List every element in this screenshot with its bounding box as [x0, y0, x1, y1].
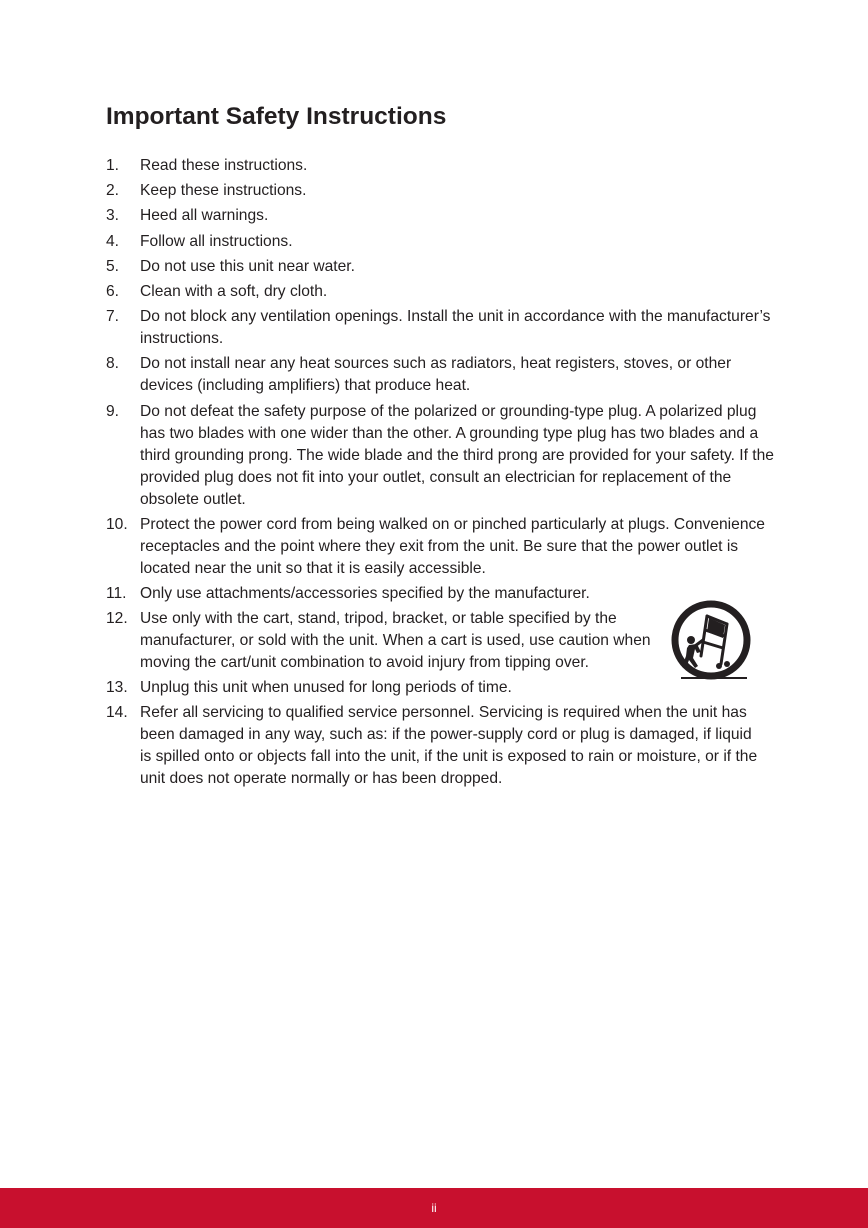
list-item [106, 353, 776, 397]
list-item [106, 155, 776, 177]
item-text: Refer all servicing to qualified service personnel. Servicing is required when the unit has been damaged in any way, such as: if the power-supply cord or plug is damaged, if liquid is spilled onto or objects fall into the unit, if the unit is exposed to rain or moisture, or if the unit does not operate normally or has been dropped. [140, 704, 758, 788]
list-item [106, 702, 776, 790]
page-title: Important Safety Instructions [106, 103, 447, 130]
item-number: 4. [106, 232, 120, 250]
list-item [106, 401, 776, 511]
list-item [106, 256, 776, 278]
item-text: Clean with a soft, dry cloth. [140, 282, 328, 300]
item-number: 2. [106, 182, 120, 200]
item-number: 12. [106, 610, 128, 628]
item-number: 9. [106, 402, 120, 420]
item-text: Protect the power cord from being walked on or pinched particularly at plugs. Convenience receptacles and the point where they exit from the unit. Be sure that the power outlet is located near the unit so that it is easily accessible. [140, 515, 765, 577]
item-text: Heed all warnings. [140, 207, 269, 225]
item-text: Do not install near any heat sources such as radiators, heat registers, stoves, or other devices (including amplifiers) that produce heat. [140, 355, 732, 395]
instruction-list [106, 155, 776, 794]
item-number: 7. [106, 308, 120, 326]
item-text: Do not defeat the safety purpose of the polarized or grounding-type plug. A polarized plug has two blades with one wider than the other. A grounding type plug has two blades and a third grounding prong. The wide blade and the third prong are provided for your safety. If the provided plug does not fit into your outlet, consult an electrician for replacement of the obsolete outlet. [140, 402, 774, 508]
item-number: 6. [106, 282, 120, 300]
item-number: 13. [106, 679, 128, 697]
list-item [106, 205, 776, 227]
item-text: Follow all instructions. [140, 232, 293, 250]
item-text: Only use attachments/accessories specified by the manufacturer. [140, 584, 590, 602]
item-text: Unplug this unit when unused for long periods of time. [140, 679, 512, 697]
item-text: Do not block any ventilation openings. Install the unit in accordance with the manufacturer’s instructions. [140, 308, 771, 348]
list-item [106, 281, 776, 303]
item-text: Read these instructions. [140, 157, 308, 174]
item-number: 1. [106, 157, 120, 174]
item-text: Do not use this unit near water. [140, 257, 355, 275]
list-item [106, 180, 776, 202]
item-number: 5. [106, 257, 120, 275]
list-item [106, 514, 776, 580]
item-number: 3. [106, 207, 120, 225]
item-number: 11. [106, 584, 127, 602]
item-number: 8. [106, 355, 120, 373]
list-item [106, 231, 776, 253]
list-item [106, 306, 776, 350]
item-number: 10. [106, 515, 128, 533]
item-text: Use only with the cart, stand, tripod, bracket, or table specified by the manufacturer, or sold with the unit. When a cart is used, use caution when moving the cart/unit combination to avoid injury from tipping over. [140, 610, 651, 672]
item-number: 14. [106, 704, 128, 722]
cart-tip-over-warning-icon [669, 600, 753, 684]
footer-bar [0, 1188, 868, 1228]
item-text: Keep these instructions. [140, 182, 307, 200]
page-number: ii [431, 1201, 437, 1215]
